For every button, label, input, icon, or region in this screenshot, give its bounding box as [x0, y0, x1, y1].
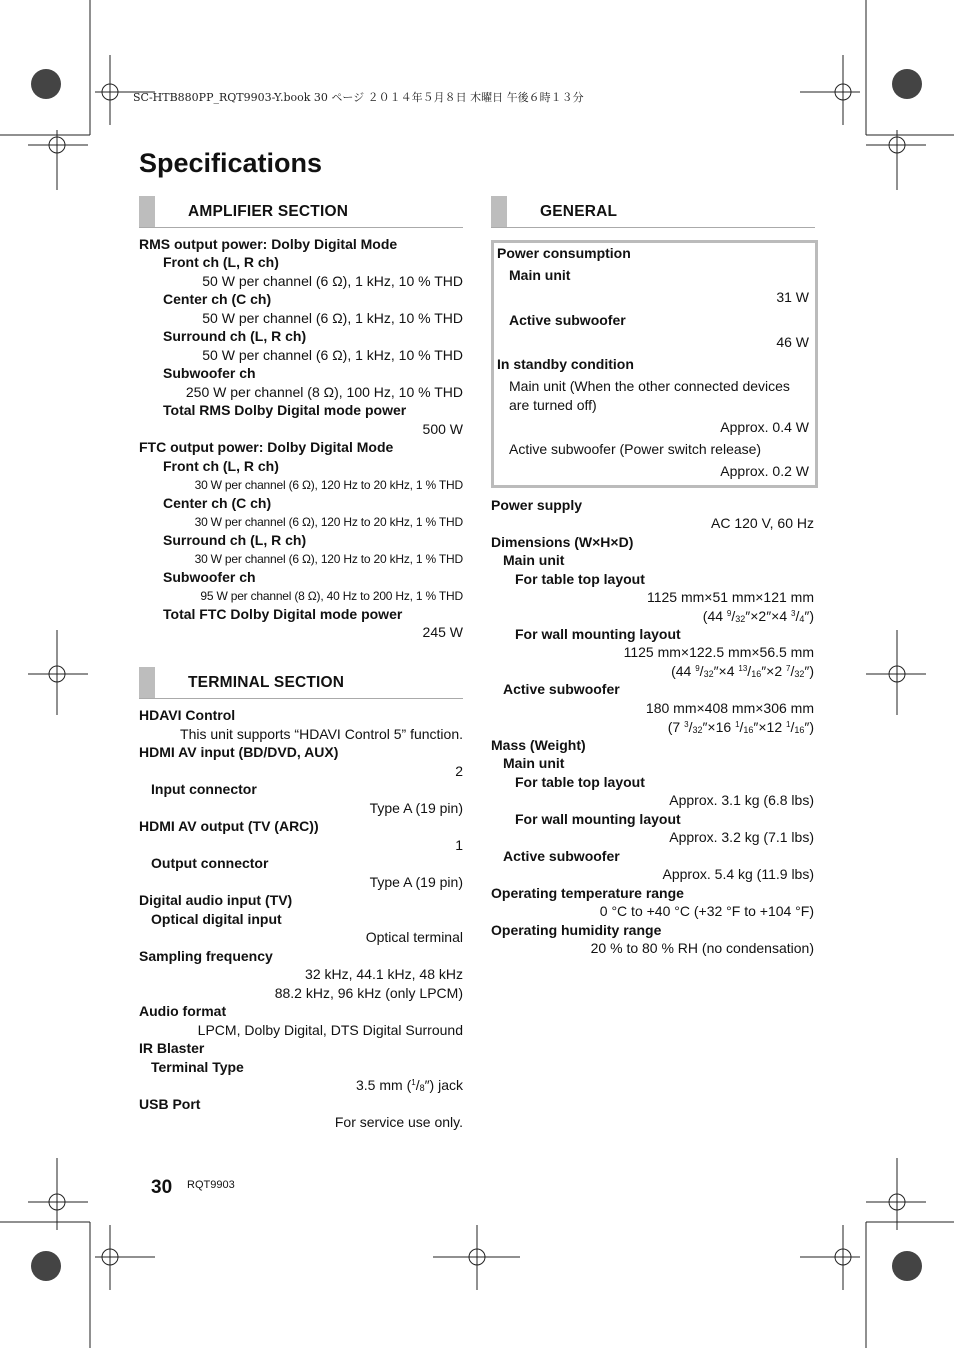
ftc-front-label: Front ch (L, R ch)	[163, 458, 279, 474]
amplifier-section-heading	[139, 196, 463, 228]
standby-main-label-2: are turned off)	[509, 397, 597, 413]
heading-label: GENERAL	[540, 203, 618, 220]
terminal-type-label: Terminal Type	[151, 1059, 244, 1075]
ir-blaster-label: IR Blaster	[139, 1040, 205, 1056]
registration-target	[892, 1251, 922, 1281]
page-number: 30	[151, 1177, 173, 1198]
mass-table-value: Approx. 3.1 kg (6.8 lbs)	[669, 792, 814, 808]
dim-sub-mm: 180 mm×408 mm×306 mm	[645, 700, 814, 716]
rms-surround-value: 50 W per channel (6 Ω), 1 kHz, 10 % THD	[202, 347, 463, 363]
input-connector-value: Type A (19 pin)	[369, 800, 463, 816]
hdmi-output-count: 1	[455, 837, 463, 853]
hdavi-value: This unit supports “HDAVI Control 5” function.	[180, 726, 463, 742]
dim-main-label: Main unit	[503, 552, 565, 568]
pc-main-value: 31 W	[776, 289, 809, 305]
rms-center-value: 50 W per channel (6 Ω), 1 kHz, 10 % THD	[202, 310, 463, 326]
dimensions-label: Dimensions (W×H×D)	[491, 534, 634, 550]
heading-label: TERMINAL SECTION	[188, 674, 345, 691]
dim-wall-label: For wall mounting layout	[515, 626, 681, 642]
audio-format-value: LPCM, Dolby Digital, DTS Digital Surround	[197, 1022, 463, 1038]
general-section-heading	[491, 196, 815, 228]
ftc-surround-value: 30 W per channel (6 Ω), 120 Hz to 20 kHz, 1 % THD	[194, 552, 463, 566]
ftc-center-value: 30 W per channel (6 Ω), 120 Hz to 20 kHz, 1 % THD	[194, 515, 463, 529]
hdmi-input-count: 2	[455, 763, 463, 779]
rms-total-value: 500 W	[422, 421, 463, 437]
power-consumption-label: Power consumption	[497, 245, 631, 261]
ftc-center-label: Center ch (C ch)	[163, 495, 272, 511]
standby-sub-label: Active subwoofer (Power switch release)	[509, 441, 762, 457]
standby-main-label-1: Main unit (When the other connected devices	[509, 378, 790, 394]
pc-sub-value: 46 W	[776, 334, 809, 350]
rms-sub-label: Subwoofer ch	[163, 365, 256, 381]
heading-label: AMPLIFIER SECTION	[188, 203, 349, 220]
hdavi-label: HDAVI Control	[139, 707, 236, 723]
power-supply-value: AC 120 V, 60 Hz	[711, 515, 814, 531]
usb-port-label: USB Port	[139, 1096, 201, 1112]
heading-bar	[491, 196, 507, 227]
mass-wall-value: Approx. 3.2 kg (7.1 lbs)	[669, 829, 814, 845]
rms-sub-value: 250 W per channel (8 Ω), 100 Hz, 10 % THD	[185, 384, 463, 400]
digital-input-label: Digital audio input (TV)	[139, 892, 293, 908]
mass-table-label: For table top layout	[515, 774, 645, 790]
pc-sub-label: Active subwoofer	[509, 312, 626, 328]
rms-title: RMS output power: Dolby Digital Mode	[139, 236, 398, 252]
ftc-total-value: 245 W	[422, 624, 463, 640]
dim-table-inch: (44 $^9/_{32}''\times 2''\times 4$ $^3/_4''$)	[702, 608, 814, 624]
ftc-front-value: 30 W per channel (6 Ω), 120 Hz to 20 kHz, 1 % THD	[194, 478, 463, 492]
terminal-type-value: 3.5 mm $(^1/_8'')$ jack	[356, 1077, 463, 1093]
dim-table-label: For table top layout	[515, 571, 645, 587]
sampling-label: Sampling frequency	[139, 948, 273, 964]
sampling-value-1: 32 kHz, 44.1 kHz, 48 kHz	[305, 966, 463, 982]
mass-sub-label: Active subwoofer	[503, 848, 620, 864]
ftc-sub-label: Subwoofer ch	[163, 569, 256, 585]
rms-front-value: 50 W per channel (6 Ω), 1 kHz, 10 % THD	[202, 273, 463, 289]
op-humidity-value: 20 % to 80 % RH (no condensation)	[590, 940, 814, 956]
rms-surround-label: Surround ch (L, R ch)	[163, 328, 307, 344]
output-connector-label: Output connector	[151, 855, 269, 871]
usb-port-value: For service use only.	[334, 1114, 463, 1130]
dim-sub-label: Active subwoofer	[503, 681, 620, 697]
heading-bar	[139, 196, 155, 227]
optical-input-label: Optical digital input	[151, 911, 282, 927]
op-temp-value: 0 °C to +40 °C (+32 °F to +104 °F)	[599, 903, 814, 919]
ftc-title: FTC output power: Dolby Digital Mode	[139, 439, 394, 455]
optical-input-value: Optical terminal	[365, 929, 463, 945]
ftc-surround-label: Surround ch (L, R ch)	[163, 532, 307, 548]
rms-center-label: Center ch (C ch)	[163, 291, 272, 307]
ftc-sub-value: 95 W per channel (8 Ω), 40 Hz to 200 Hz, 1 % THD	[200, 589, 463, 603]
dim-table-mm: 1125 mm×51 mm×121 mm	[646, 589, 814, 605]
dim-wall-inch: (44 $^9/_{32}''\times 4$ $^{13}/_{16}''\times 2$ $^7/_{32}''$)	[671, 663, 814, 679]
pc-main-label: Main unit	[509, 267, 571, 283]
rms-front-label: Front ch (L, R ch)	[163, 254, 279, 270]
print-header: SC-HTB880PP_RQT9903-Y.book 30 ページ ２０１４年５月８日 木曜日 午後６時１３分	[133, 91, 584, 104]
document-code: RQT9903	[187, 1179, 235, 1191]
heading-bar	[139, 667, 155, 698]
op-humidity-label: Operating humidity range	[491, 922, 662, 938]
registration-target	[31, 1251, 61, 1281]
mass-label: Mass (Weight)	[491, 737, 586, 753]
mass-main-label: Main unit	[503, 755, 565, 771]
input-connector-label: Input connector	[151, 781, 257, 797]
ftc-total-label: Total FTC Dolby Digital mode power	[163, 606, 403, 622]
audio-format-label: Audio format	[139, 1003, 227, 1019]
registration-target	[892, 69, 922, 99]
rms-total-label: Total RMS Dolby Digital mode power	[163, 402, 407, 418]
power-supply-label: Power supply	[491, 497, 583, 513]
mass-sub-value: Approx. 5.4 kg (11.9 lbs)	[662, 866, 814, 882]
registration-target	[31, 69, 61, 99]
op-temp-label: Operating temperature range	[491, 885, 684, 901]
standby-main-value: Approx. 0.4 W	[720, 419, 809, 435]
hdmi-input-label: HDMI AV input (BD/DVD, AUX)	[139, 744, 339, 760]
output-connector-value: Type A (19 pin)	[369, 874, 463, 890]
dim-wall-mm: 1125 mm×122.5 mm×56.5 mm	[623, 644, 814, 660]
standby-sub-value: Approx. 0.2 W	[720, 463, 809, 479]
terminal-section-heading	[139, 667, 463, 699]
mass-wall-label: For wall mounting layout	[515, 811, 681, 827]
dim-sub-inch: (7 $^3/_{32}''\times 16$ $^1/_{16}''\times 12$ $^1/_{16}''$)	[667, 719, 814, 735]
hdmi-output-label: HDMI AV output (TV (ARC))	[139, 818, 319, 834]
standby-label: In standby condition	[497, 356, 634, 372]
sampling-value-2: 88.2 kHz, 96 kHz (only LPCM)	[274, 985, 463, 1001]
page-title: Specifications	[139, 148, 323, 178]
